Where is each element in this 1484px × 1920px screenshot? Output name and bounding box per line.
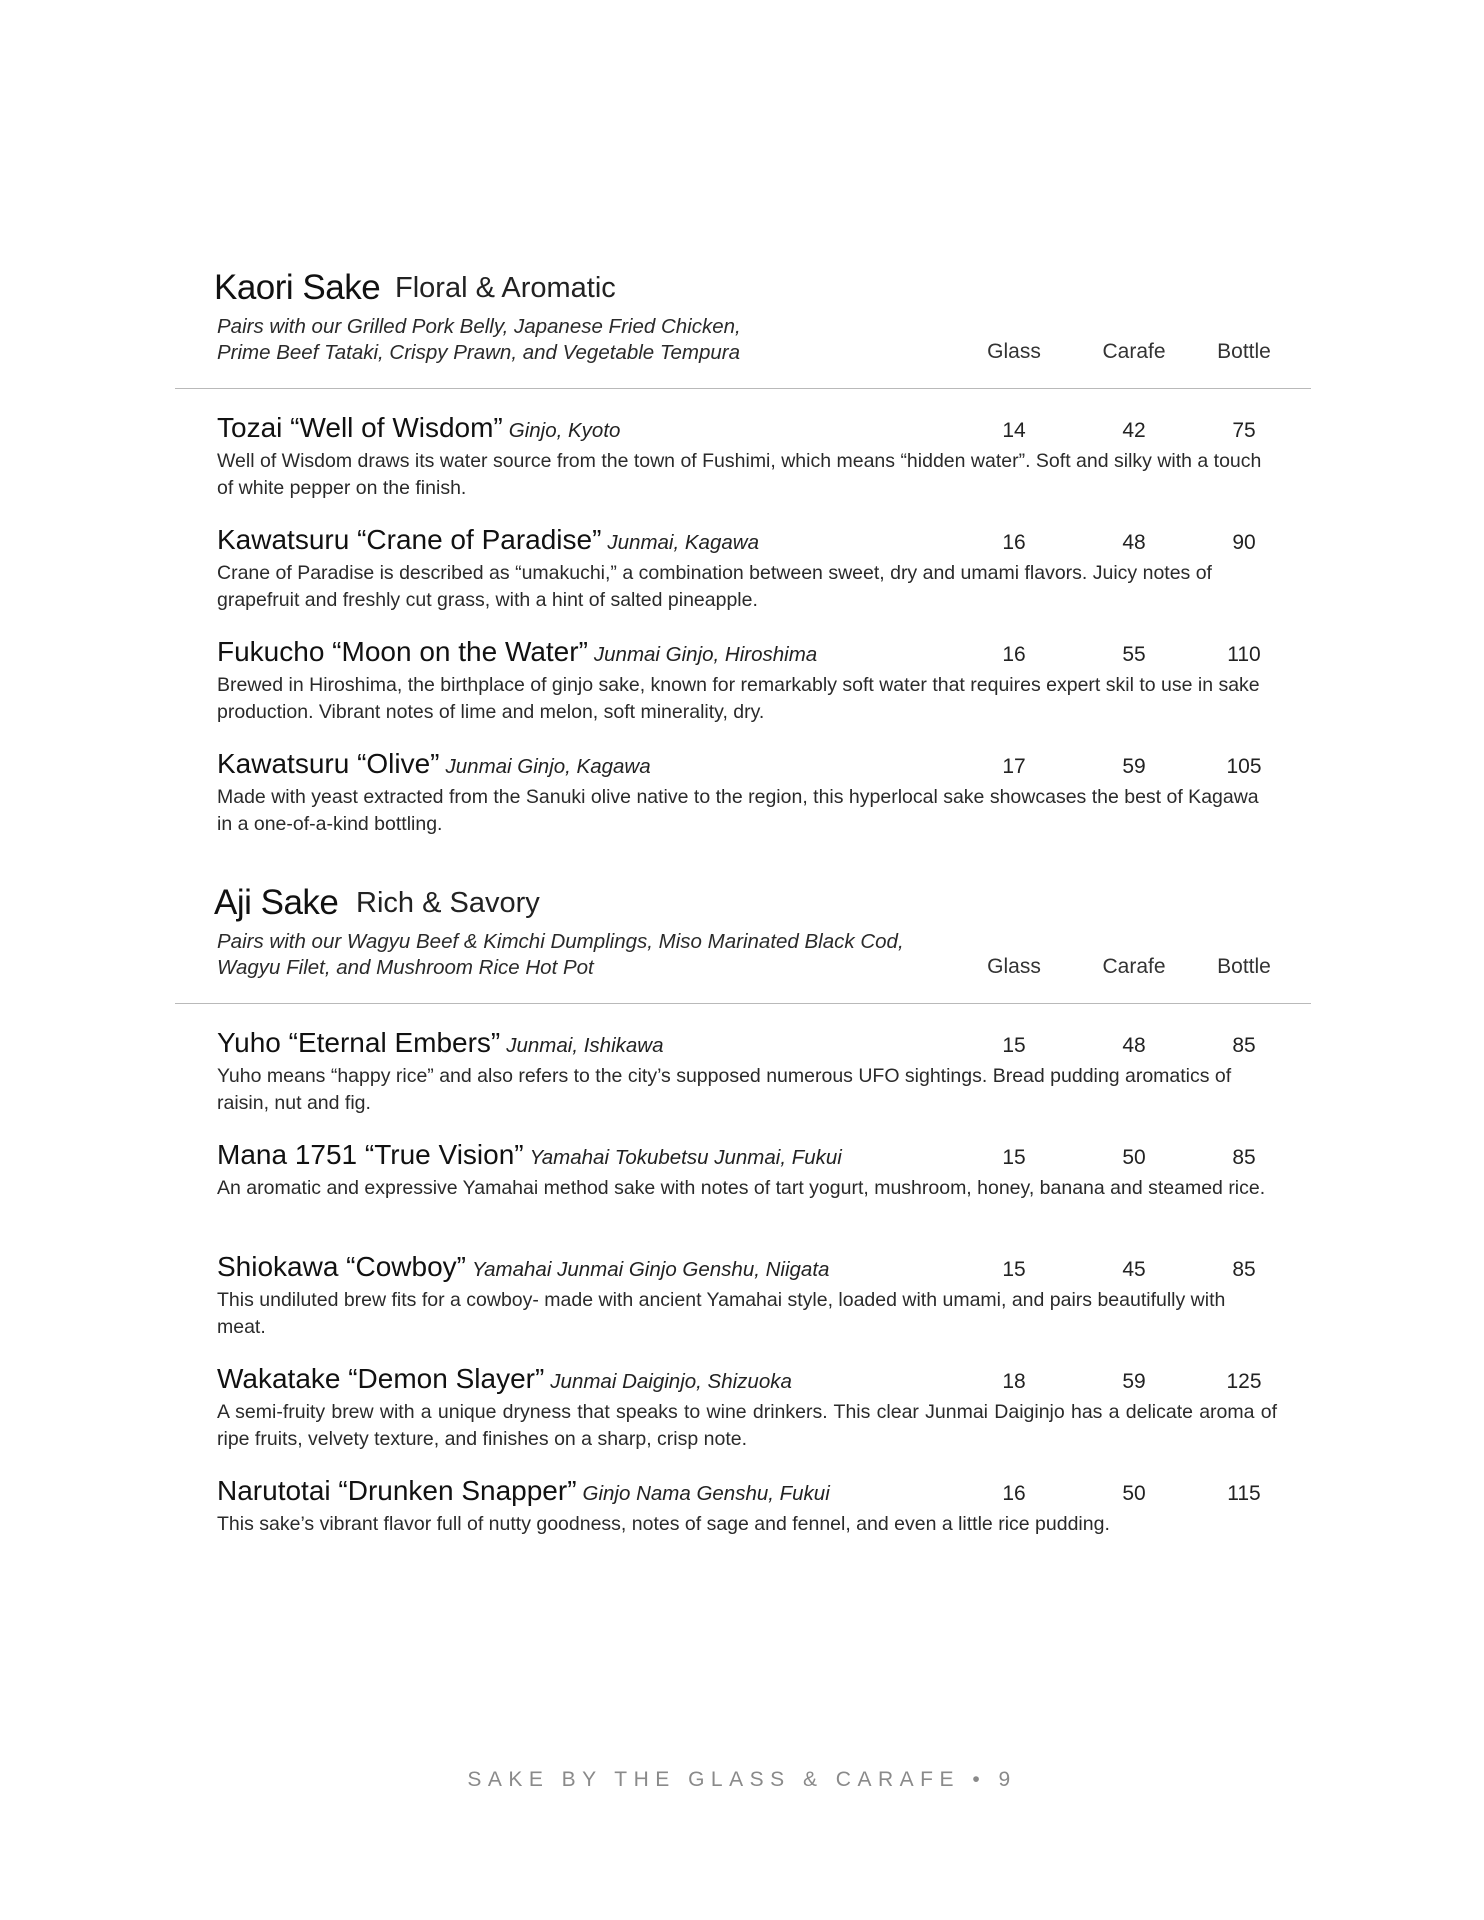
sake-name-line [217, 1139, 842, 1171]
section-title: Kaori Sake [214, 268, 381, 307]
column-header-glass: Glass [987, 955, 1041, 978]
sake-description: Crane of Paradise is described as “umakuchi,” a combination between sweet, dry and umami flavors. Juicy notes of grapefruit and freshly cut grass, with a hint of salted pineapple. [217, 562, 1212, 611]
column-header-carafe: Carafe [1102, 340, 1166, 363]
sake-name-line [217, 412, 620, 444]
pairing-note [217, 314, 741, 366]
sake-description: This sake’s vibrant flavor full of nutty goodness, notes of sage and fennel, and even a little rice pudding. [217, 1513, 1110, 1535]
section-aji-sake [0, 877, 1484, 1535]
column-header-carafe: Carafe [1102, 955, 1166, 978]
sake-list [0, 412, 1484, 860]
sake-style: Ginjo Nama Genshu, Fukui [582, 1482, 830, 1505]
sake-name: Kawatsuru “Olive” [217, 748, 440, 779]
sake-style: Junmai Ginjo, Kagawa [445, 755, 651, 778]
sake-description: This undiluted brew fits for a cowboy- made with ancient Yamahai style, loaded with umami, and pairs beautifully with meat. [217, 1289, 1226, 1338]
price-glass: 15 [1002, 1146, 1026, 1169]
sake-name-line [217, 1251, 829, 1283]
price-glass: 16 [1002, 643, 1026, 666]
price-glass: 14 [1002, 419, 1026, 442]
sake-description: Made with yeast extracted from the Sanuki olive native to the region, this hyperlocal sake showcases the best of Kagawa in a one-of-a-kind bottling. [217, 786, 1259, 835]
sake-name: Kawatsuru “Crane of Paradise” [217, 524, 602, 555]
pairing-line-1: Pairs with our Grilled Pork Belly, Japanese Fried Chicken, [217, 315, 741, 338]
sake-style: Yamahai Tokubetsu Junmai, Fukui [529, 1146, 842, 1169]
section-header [0, 262, 1484, 390]
sake-name: Wakatake “Demon Slayer” [217, 1363, 545, 1394]
sake-style: Ginjo, Kyoto [508, 419, 621, 442]
price-carafe: 48 [1122, 531, 1146, 554]
pairing-note [217, 929, 904, 981]
section-title: Aji Sake [214, 883, 339, 922]
section-divider [175, 1003, 1311, 1004]
price-bottle: 85 [1232, 1034, 1256, 1057]
sake-name: Narutotai “Drunken Snapper” [217, 1475, 577, 1506]
sake-style: Junmai, Ishikawa [506, 1034, 664, 1057]
price-carafe: 42 [1122, 419, 1146, 442]
sake-item [0, 1139, 1484, 1251]
column-header-bottle: Bottle [1217, 340, 1271, 363]
price-glass: 15 [1002, 1258, 1026, 1281]
sake-name: Shiokawa “Cowboy” [217, 1251, 466, 1282]
price-bottle: 110 [1227, 643, 1261, 666]
pairing-line-1: Pairs with our Wagyu Beef & Kimchi Dumplings, Miso Marinated Black Cod, [217, 930, 904, 953]
price-glass: 16 [1002, 531, 1026, 554]
sake-item [0, 1363, 1484, 1475]
sake-name: Mana 1751 “True Vision” [217, 1139, 524, 1170]
section-subtitle: Floral & Aromatic [395, 272, 616, 304]
price-carafe: 55 [1122, 643, 1146, 666]
page-footer: SAKE BY THE GLASS & CARAFE • 9 [467, 1768, 1017, 1791]
section-kaori-sake [0, 262, 1484, 835]
price-glass: 16 [1002, 1482, 1026, 1505]
section-subtitle: Rich & Savory [356, 887, 540, 919]
sake-name: Tozai “Well of Wisdom” [217, 412, 503, 443]
price-carafe: 45 [1122, 1258, 1146, 1281]
price-carafe: 50 [1122, 1146, 1146, 1169]
section-header [0, 877, 1484, 1005]
price-bottle: 105 [1226, 755, 1262, 778]
sake-description: Brewed in Hiroshima, the birthplace of ginjo sake, known for remarkably soft water that requires expert skil to use in sake production. Vibrant notes of lime and melon, soft minerality, dry. [217, 674, 1260, 723]
sake-item [0, 1251, 1484, 1363]
sake-item [0, 636, 1484, 748]
sake-style: Junmai Daiginjo, Shizuoka [550, 1370, 792, 1393]
sake-item [0, 748, 1484, 860]
sake-name-line [217, 524, 759, 556]
sake-item [0, 1475, 1484, 1587]
price-glass: 18 [1002, 1370, 1026, 1393]
sake-description: An aromatic and expressive Yamahai method sake with notes of tart yogurt, mushroom, honey, banana and steamed rice. [217, 1177, 1266, 1199]
sake-description: Yuho means “happy rice” and also refers to the city’s supposed numerous UFO sightings. Bread pudding aromatics of raisin, nut and fig. [217, 1065, 1232, 1114]
column-header-glass: Glass [987, 340, 1041, 363]
price-bottle: 115 [1227, 1482, 1261, 1505]
price-bottle: 85 [1232, 1146, 1256, 1169]
sake-style: Junmai, Kagawa [607, 531, 759, 554]
price-glass: 17 [1002, 755, 1026, 778]
sake-description: Well of Wisdom draws its water source from the town of Fushimi, which means “hidden water”. Soft and silky with a touch of white pepper on the finish. [217, 450, 1262, 499]
price-carafe: 59 [1122, 1370, 1146, 1393]
sake-name-line [217, 748, 651, 780]
sake-name: Yuho “Eternal Embers” [217, 1027, 501, 1058]
sake-style: Junmai Ginjo, Hiroshima [593, 643, 818, 666]
sake-description: A semi-fruity brew with a unique dryness that speaks to wine drinkers. This clear Junmai Daiginjo has a delicate aroma of ripe fruits, velvety texture, and finishes on a sharp, crisp note. [217, 1401, 1277, 1450]
section-divider [175, 388, 1311, 389]
sake-name-line [217, 1363, 792, 1395]
price-bottle: 75 [1232, 419, 1256, 442]
column-header-bottle: Bottle [1217, 955, 1271, 978]
price-carafe: 48 [1122, 1034, 1146, 1057]
sake-item [0, 1027, 1484, 1139]
price-bottle: 90 [1232, 531, 1256, 554]
sake-name: Fukucho “Moon on the Water” [217, 636, 588, 667]
sake-name-line [217, 1027, 663, 1059]
sake-list [0, 1027, 1484, 1587]
sake-name-line [217, 636, 817, 668]
price-carafe: 50 [1122, 1482, 1146, 1505]
price-bottle: 125 [1226, 1370, 1262, 1393]
pairing-line-2: Prime Beef Tataki, Crispy Prawn, and Vegetable Tempura [217, 341, 741, 364]
price-carafe: 59 [1122, 755, 1146, 778]
price-glass: 15 [1002, 1034, 1026, 1057]
pairing-line-2: Wagyu Filet, and Mushroom Rice Hot Pot [217, 956, 594, 979]
sake-name-line [217, 1475, 830, 1507]
sake-item [0, 524, 1484, 636]
sake-style: Yamahai Junmai Ginjo Genshu, Niigata [472, 1258, 830, 1281]
sake-item [0, 412, 1484, 524]
price-bottle: 85 [1232, 1258, 1256, 1281]
